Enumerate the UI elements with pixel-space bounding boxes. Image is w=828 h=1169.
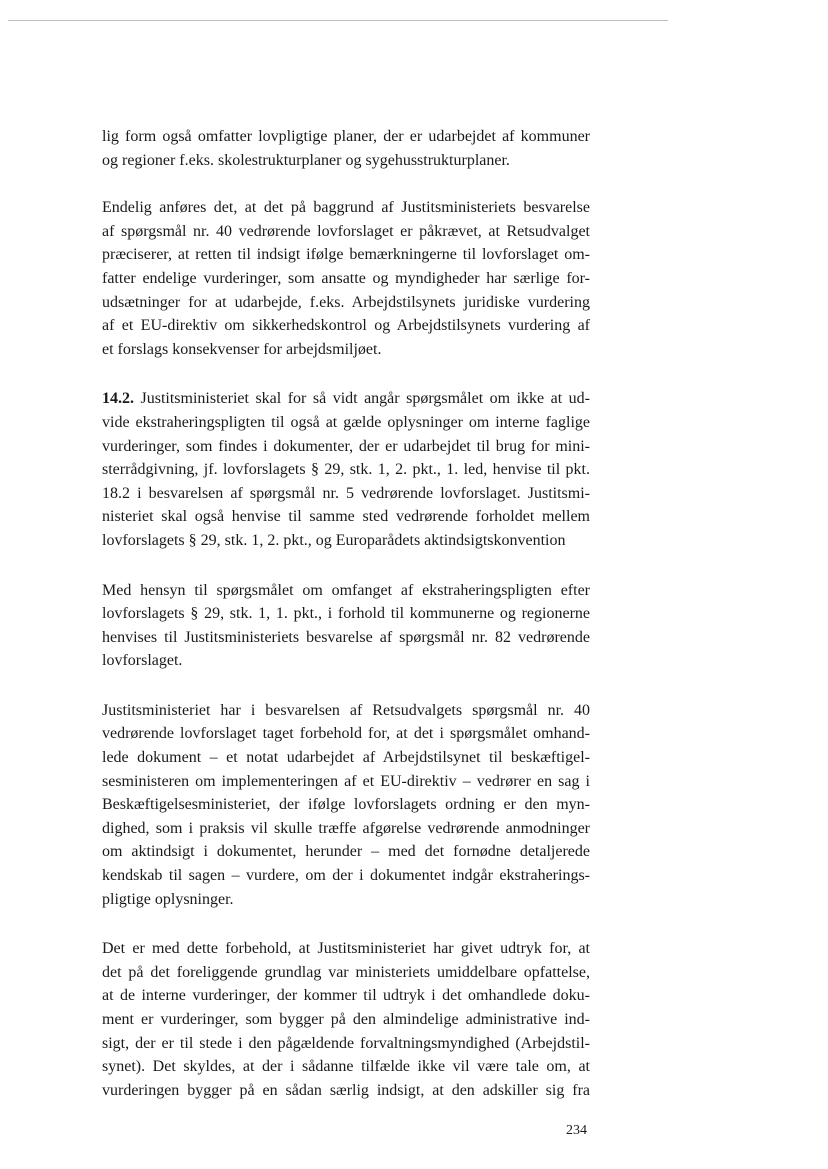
text-line: Med hensyn til spørgsmålet om omfanget af ekstraheringspligten efter <box>102 581 590 599</box>
text-line: sesministeren om implementeringen af et EU-direktiv – vedrører en sag i <box>102 772 590 790</box>
top-scan-rule <box>8 20 668 21</box>
body-text <box>102 125 590 1128</box>
text-line: pligtige oplysninger. <box>102 890 234 908</box>
text-line: vide ekstraheringspligten til også at gælde oplysninger om interne faglige <box>102 413 590 431</box>
text-line: lede dokument – et notat udarbejdet af Arbejdstilsynet til beskæftigel- <box>102 749 590 767</box>
text-line: nisteriet skal også henvise til samme sted vedrørende forholdet mellem <box>102 508 590 526</box>
text-line: vedrørende lovforslaget taget forbehold for, at det i spørgsmålet omhand- <box>102 725 590 743</box>
text-line: vurderingen bygger på en sådan særlig indsigt, at den adskiller sig fra <box>102 1081 590 1099</box>
text-line: at de interne vurderinger, der kommer til udtryk i det omhandlede doku- <box>102 987 590 1005</box>
text-line: om aktindsigt i dokumentet, herunder – med det fornødne detaljerede <box>102 843 590 861</box>
text-line: vurderinger, som findes i dokumenter, der er udarbejdet til brug for mini- <box>102 437 590 455</box>
page-number: 234 <box>566 1123 587 1138</box>
text-line <box>102 387 590 411</box>
text-line: lig form også omfatter lovpligtige planer, der er udarbejdet af kommuner <box>102 128 590 145</box>
text-line-content: Justitsministeriet skal for så vidt angår spørgsmålet om ikke at ud- <box>134 390 590 408</box>
paragraph-1 <box>102 125 590 172</box>
section-number: 14.2. <box>102 390 134 408</box>
text-line: Det er med dette forbehold, at Justitsministeriet har givet udtryk for, at <box>102 940 590 958</box>
text-line: henvises til Justitsministeriets besvarelse af spørgsmål nr. 82 vedrørende <box>102 628 590 646</box>
text-line: 18.2 i besvarelsen af spørgsmål nr. 5 vedrørende lovforslaget. Justitsmi- <box>102 484 590 502</box>
text-line: ment er vurderinger, som bygger på den almindelige administrative ind- <box>102 1011 590 1028</box>
text-line: lovforslagets § 29, stk. 1, 2. pkt., og Europarådets aktindsigtskonvention <box>102 531 566 549</box>
text-line: Justitsministeriet har i besvarelsen af Retsudvalgets spørgsmål nr. 40 <box>102 701 590 719</box>
text-line: Endelig anføres det, at det på baggrund af Justitsministeriets besvarelse <box>102 199 590 217</box>
text-line: synet). Det skyldes, at der i sådanne tilfælde ikke vil være tale om, at <box>102 1058 590 1076</box>
paragraph-6 <box>102 937 590 1102</box>
text-line: et forslags konsekvenser for arbejdsmiljøet. <box>102 340 382 358</box>
text-line: præciserer, at retten til indsigt ifølge bemærkningerne til lovforslaget om- <box>102 246 590 264</box>
text-line: lovforslaget. <box>102 652 183 670</box>
paragraph-3 <box>102 387 590 552</box>
text-line: dighed, som i praksis vil skulle træffe afgørelse vedrørende anmodninger <box>102 819 590 837</box>
text-line: lovforslagets § 29, stk. 1, 1. pkt., i forhold til kommunerne og regionerne <box>102 605 590 623</box>
text-line: af et EU-direktiv om sikkerhedskontrol og Arbejdstilsynets vurdering af <box>102 317 590 335</box>
text-line: det på det foreliggende grundlag var ministeriets umiddelbare opfattelse, <box>102 963 590 981</box>
text-line: Beskæftigelsesministeriet, der ifølge lovforslagets ordning er den myn- <box>102 796 590 814</box>
text-line: kendskab til sagen – vurdere, om der i dokumentet indgår ekstraherings- <box>102 867 590 885</box>
text-line: udsætninger for at udarbejde, f.eks. Arbejdstilsynets juridiske vurdering <box>102 293 590 311</box>
text-line: sigt, der er til stede i den pågældende forvaltningsmyndighed (Arbejdstil- <box>102 1034 590 1052</box>
text-line: fatter endelige vurderinger, som ansatte og myndigheder har særlige for- <box>102 269 590 287</box>
paragraph-5 <box>102 699 590 911</box>
text-line: sterrådgivning, jf. lovforslagets § 29, stk. 1, 2. pkt., 1. led, henvise til pkt. <box>102 461 590 479</box>
paragraph-2 <box>102 196 590 361</box>
text-line: og regioner f.eks. skolestrukturplaner og sygehusstrukturplaner. <box>102 151 510 169</box>
text-line: af spørgsmål nr. 40 vedrørende lovforslaget er påkrævet, at Retsudvalget <box>102 222 590 240</box>
paragraph-4 <box>102 579 590 673</box>
